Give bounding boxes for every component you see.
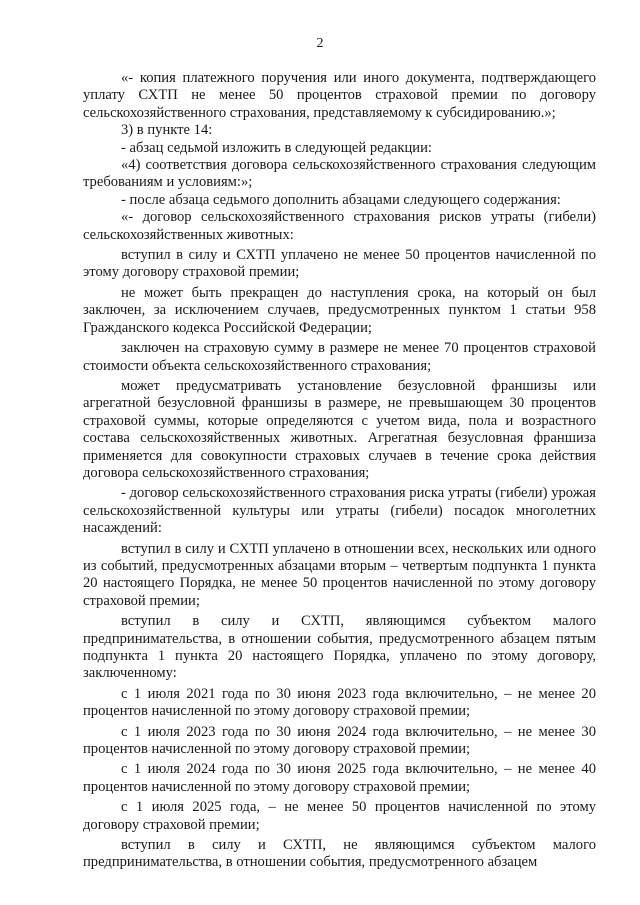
paragraph: с 1 июля 2023 года по 30 июня 2024 года включительно, – не менее 30 процентов начисленной по этому договору страховой премии; (83, 723, 596, 758)
paragraph: - после абзаца седьмого дополнить абзацами следующего содержания: (121, 191, 561, 208)
paragraph: - абзац седьмой изложить в следующей редакции: (121, 139, 432, 156)
paragraph: с 1 июля 2021 года по 30 июня 2023 года включительно, – не менее 20 процентов начисленной по этому договору страховой премии; (83, 685, 596, 720)
document-body (83, 70, 596, 872)
paragraph: вступил в силу и СХТП, не являющимся субъектом малого предпринимательства, в отношении события, предусмотренного абзацем (83, 837, 596, 871)
paragraph: вступил в силу и СХТП уплачено не менее 50 процентов начисленной по этому договору страховой премии; (83, 247, 596, 281)
paragraph: «4) соответствия договора сельскохозяйственного страхования следующим требованиям и условиям:»; (83, 157, 596, 191)
paragraph: заключен на страховую сумму в размере не менее 70 процентов страховой стоимости объекта сельскохозяйственного страхования; (83, 340, 596, 374)
paragraph: - договор сельскохозяйственного страхования риска утраты (гибели) урожая сельскохозяйственной культуры или утраты (гибели) посадок многолетних насаждений: (83, 485, 596, 537)
paragraph: не может быть прекращен до наступления срока, на который он был заключен, за исключением случаев, предусмотренных пунктом 1 статьи 958 Гражданского кодекса Российской Федерации; (83, 284, 596, 336)
paragraph: с 1 июля 2024 года по 30 июня 2025 года включительно, – не менее 40 процентов начисленной по этому договору страховой премии; (83, 761, 596, 795)
paragraph: «- копия платежного поручения или иного документа, подтверждающего уплату СХТП не менее 50 процентов страховой премии по договору сельскохозяйственного страхования, представляемому к субсидированию.»; (83, 70, 596, 121)
paragraph: 3) в пункте 14: (121, 122, 213, 139)
paragraph: «- договор сельскохозяйственного страхования рисков утраты (гибели) сельскохозяйственных животных: (83, 209, 596, 243)
paragraph: может предусматривать установление безусловной франшизы или агрегатной безусловной франшизы в размере, не превышающем 30 процентов страховой суммы, которые определяются с учетом вида, пола и возрастного состава сельскохозяйственных животных. Агрегатная безусловная франшиза применяется для совокупности страховых случаев в течение срока действия договора сельскохозяйственного страхования; (83, 377, 596, 481)
page-number: 2 (316, 36, 324, 51)
paragraph: вступил в силу и СХТП, являющимся субъектом малого предпринимательства, в отношении события, предусмотренного абзацем пятым подпункта 1 пункта 20 настоящего Порядка, уплачено по этому договору, заключенному: (83, 613, 596, 682)
paragraph: с 1 июля 2025 года, – не менее 50 процентов начисленной по этому договору страховой премии; (83, 799, 596, 833)
paragraph: вступил в силу и СХТП уплачено в отношении всех, нескольких или одного из событий, предусмотренных абзацами вторым – четвертым подпункта 1 пункта 20 настоящего Порядка, не менее 50 процентов начисленной по этому договору страховой премии; (83, 540, 596, 609)
